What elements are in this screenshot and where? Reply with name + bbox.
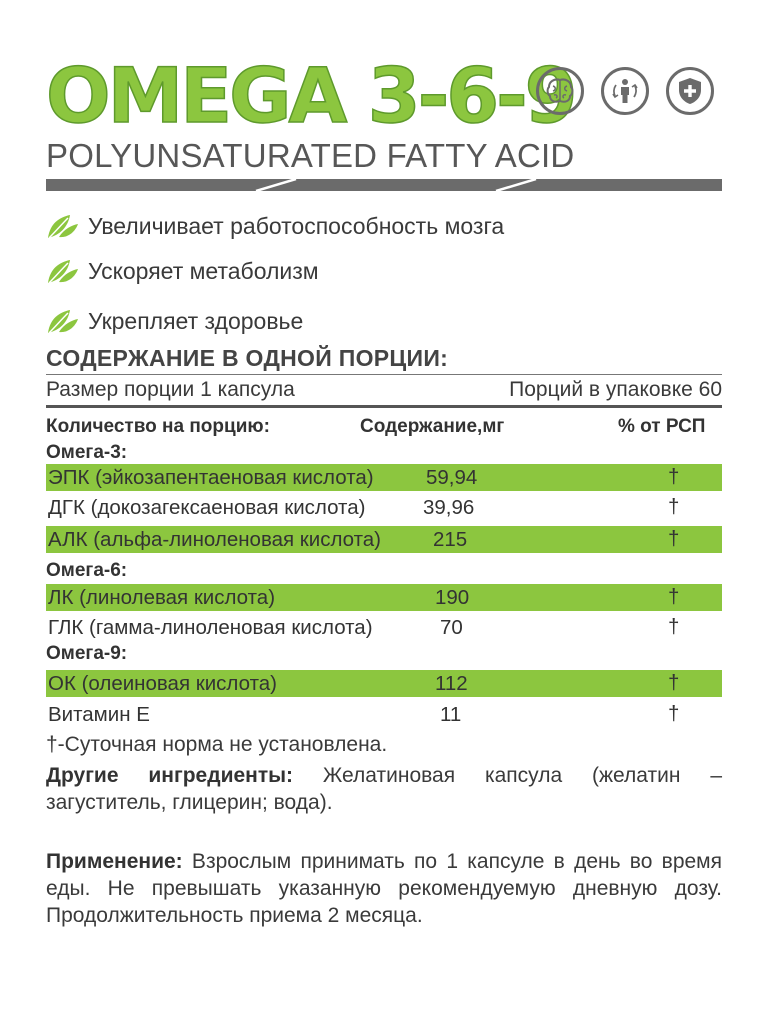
table-row bbox=[46, 494, 722, 521]
table-row bbox=[46, 464, 722, 491]
col-amount-per-serving: Количество на порцию: bbox=[46, 416, 270, 437]
table-row bbox=[46, 701, 722, 728]
serving-size: Размер порции 1 капсула bbox=[46, 378, 295, 401]
col-dv: % от РСП bbox=[618, 416, 706, 437]
nutrient-name: ГЛК (гамма-линоленовая кислота) bbox=[48, 616, 373, 639]
nutrient-name: ОК (олеиновая кислота) bbox=[48, 672, 277, 695]
nutrient-name: ЭПК (эйкозапентаеновая кислота) bbox=[48, 466, 374, 489]
nutrient-dv: † bbox=[668, 702, 680, 725]
benefit-text: Увеличивает работоспособность мозга bbox=[88, 212, 505, 239]
benefit-health bbox=[46, 303, 303, 339]
table-row bbox=[46, 584, 722, 611]
nutrient-dv: † bbox=[668, 465, 680, 488]
nutrient-dv: † bbox=[668, 495, 680, 518]
usage-label: Применение: bbox=[46, 850, 183, 873]
leaf-icon bbox=[46, 211, 80, 241]
benefit-text: Ускоряет метаболизм bbox=[88, 257, 319, 284]
nutrient-dv: † bbox=[668, 615, 680, 638]
nutrient-value: 59,94 bbox=[426, 466, 478, 489]
brain-icon bbox=[536, 67, 584, 115]
group-omega3: Омега-3: bbox=[46, 442, 128, 463]
other-ingredients-label: Другие ингредиенты: bbox=[46, 764, 294, 787]
facts-title: СОДЕРЖАНИЕ В ОДНОЙ ПОРЦИИ: bbox=[46, 345, 449, 371]
nutrient-value: 39,96 bbox=[423, 496, 475, 519]
decorative-stripe bbox=[46, 179, 722, 191]
product-subtitle: POLYUNSATURATED FATTY ACID bbox=[46, 137, 575, 174]
nutrient-dv: † bbox=[668, 585, 680, 608]
nutrient-dv: † bbox=[668, 671, 680, 694]
benefit-text: Укрепляет здоровье bbox=[88, 307, 304, 334]
nutrient-value: 11 bbox=[440, 703, 462, 726]
other-ingredients bbox=[46, 762, 722, 816]
nutrient-name: ЛК (линолевая кислота) bbox=[48, 586, 276, 609]
health-shield-icon bbox=[666, 67, 714, 115]
nutrient-value: 70 bbox=[440, 616, 463, 639]
nutrient-value: 215 bbox=[433, 528, 468, 551]
servings-per-pack: Порций в упаковке 60 bbox=[509, 378, 722, 401]
divider bbox=[46, 374, 722, 375]
usage-text: Взрослым принимать по 1 капсуле в день во время еды. Не превышать указанную рекомендуемую дневную дозу. Продолжительность приема 2 месяца. bbox=[46, 850, 722, 927]
table-row bbox=[46, 670, 722, 697]
table-row bbox=[46, 614, 722, 641]
nutrient-value: 190 bbox=[435, 586, 470, 609]
table-row bbox=[46, 526, 722, 553]
col-content: Содержание,мг bbox=[360, 416, 505, 437]
nutrient-dv: † bbox=[668, 527, 680, 550]
body-metabolism-icon bbox=[601, 67, 649, 115]
leaf-icon bbox=[46, 256, 80, 286]
nutrient-value: 112 bbox=[435, 672, 468, 695]
divider bbox=[46, 405, 722, 408]
other-ingredients-text: Желатиновая капсула (желатин – загуститель, глицерин; вода). bbox=[46, 764, 722, 814]
benefit-metabolism bbox=[46, 253, 319, 289]
leaf-icon bbox=[46, 306, 80, 336]
group-omega6: Омега-6: bbox=[46, 560, 128, 581]
nutrient-name: АЛК (альфа-линоленовая кислота) bbox=[48, 528, 382, 551]
nutrient-name: Витамин Е bbox=[48, 703, 150, 726]
footnote: †-Суточная норма не установлена. bbox=[46, 733, 388, 756]
product-title: OMEGA 3-6-9 bbox=[46, 51, 575, 140]
usage bbox=[46, 848, 722, 929]
benefit-brain bbox=[46, 208, 504, 244]
group-omega9: Омега-9: bbox=[46, 643, 128, 664]
nutrient-name: ДГК (докозагексаеновая кислота) bbox=[48, 496, 366, 519]
